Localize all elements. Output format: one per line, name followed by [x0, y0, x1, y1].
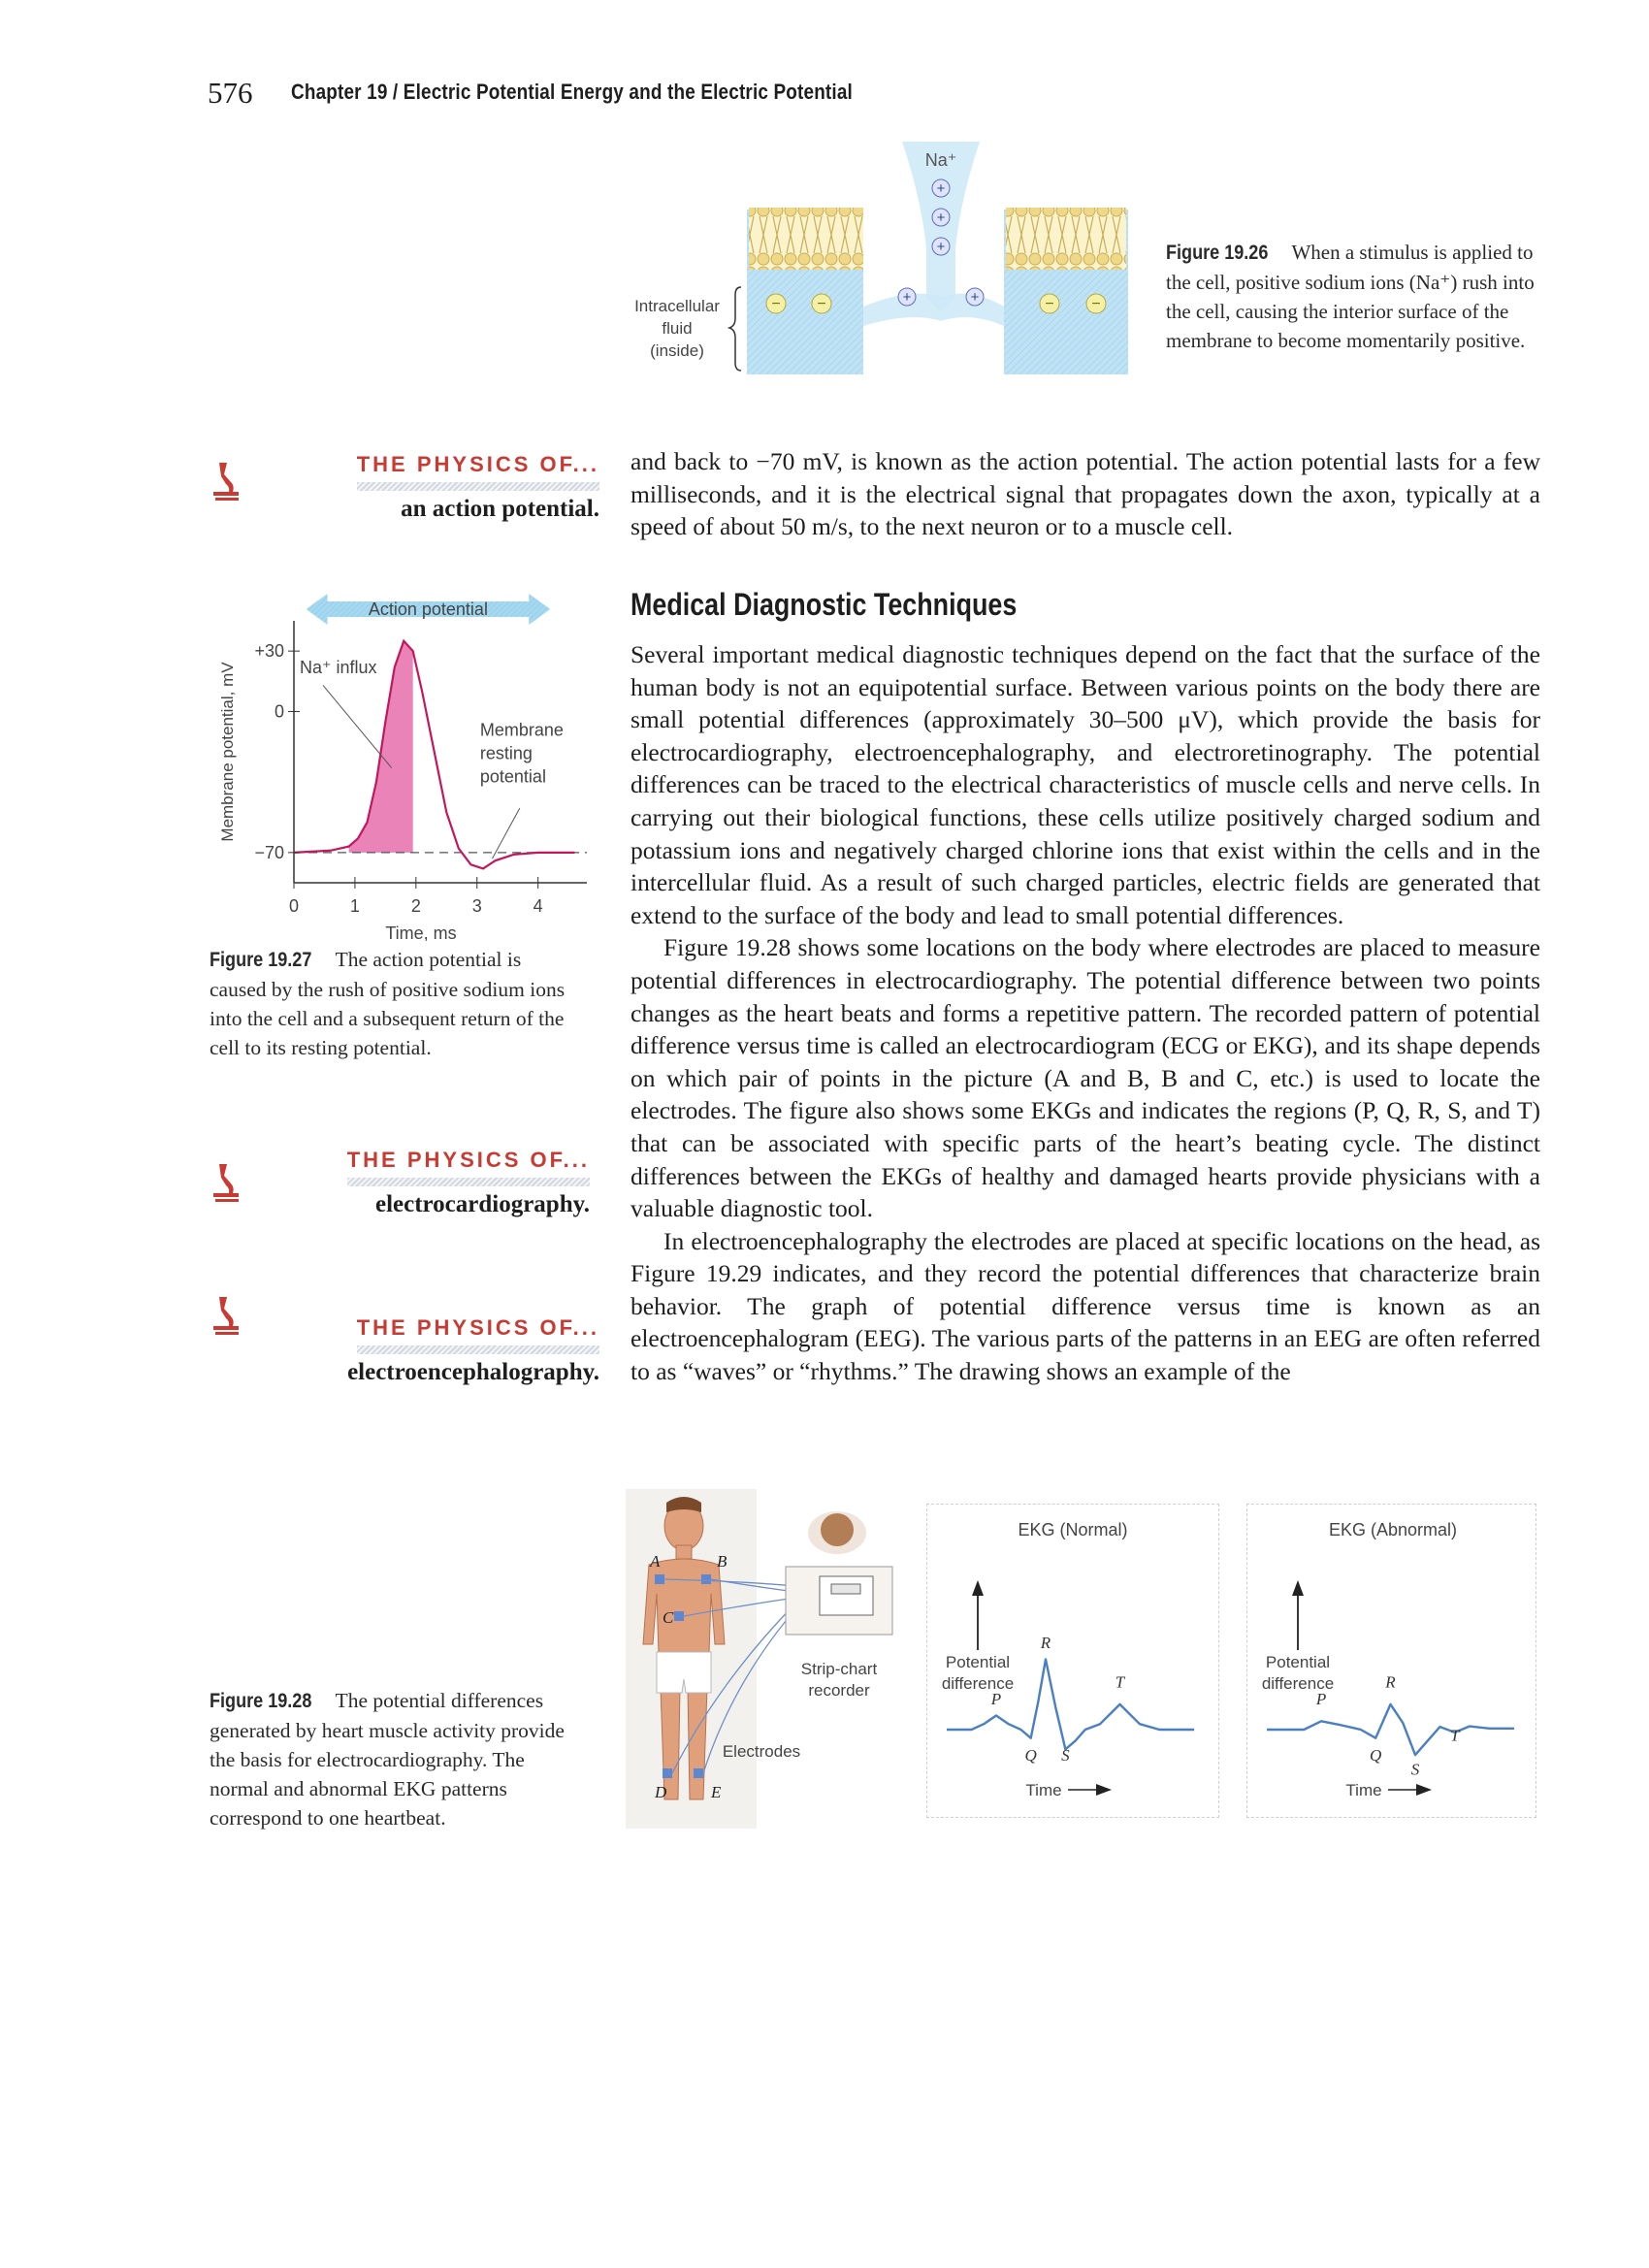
wave-label: Q	[1024, 1745, 1037, 1765]
y-axis-arrowhead	[972, 1580, 984, 1596]
resting-potential-label: resting	[479, 743, 533, 763]
ekg-abnormal-panel	[1246, 1504, 1536, 1818]
x-tick-label: 1	[349, 896, 360, 916]
y-axis-label: Potential	[1265, 1653, 1331, 1671]
physics-rule	[357, 482, 599, 491]
paragraph-1: Several important medical diagnostic techniques depend on the fact that the surface of the human body is not an equipotential surface. Between various points on the body there are small potential differences (approximately 30–500 μV), which provide the basis for electrocardiography, electroencephalography, and electroretinography. The potential differences can be traced to the electrical characteristics of muscle cells and nerve cells. In carrying out their biological functions, these cells utilize positively charged sodium and potassium ions and negatively charged chlorine ions that exist within the cells and in the intercellular fluid. As a result of such charged particles, electric fields are generated that extend to the surface of the body and lead to small potential differences.	[630, 640, 1540, 929]
electrodes-label: Electrodes	[722, 1742, 801, 1761]
caption-text: When a stimulus is applied to the cell, positive sodium ions (Na⁺) rush into the cell, causing the interior surface of the membrane to become momentarily positive.	[1166, 241, 1535, 352]
physics-note-electroencephalography	[291, 1315, 599, 1386]
x-tick-label: 2	[410, 896, 421, 916]
x-tick-label: 0	[288, 896, 300, 916]
paragraph-text: and back to −70 mV, is known as the action potential. The action potential lasts for a few milliseconds, and it is the electrical signal that propagates down the axon, typically at a speed of about 50 m/s, to the next neuron or to a muscle cell.	[630, 447, 1540, 541]
x-tick-label: 3	[471, 896, 482, 916]
na-influx-pointer	[323, 685, 392, 767]
wave-label: T	[1115, 1672, 1125, 1692]
figure-19-27-caption	[210, 945, 582, 1062]
microscope-icon	[211, 1295, 242, 1336]
plus-ion: +	[936, 180, 946, 197]
caption-text: The action potential is caused by the rush of positive sodium ions into the cell and a subsequent return of the cell to its resting potential.	[210, 948, 566, 1059]
plus-ion: +	[970, 289, 980, 306]
strip-chart-label: recorder	[808, 1681, 870, 1700]
action-potential-label: Action potential	[368, 599, 488, 619]
ekg-abnormal-chart	[1247, 1505, 1536, 1817]
plus-ion: +	[936, 239, 946, 255]
wave-label: R	[1385, 1672, 1396, 1692]
physics-topic: electrocardiography.	[374, 1191, 590, 1217]
x-tick-label: 4	[533, 896, 543, 916]
physics-rule	[347, 1178, 590, 1186]
physics-kicker: THE PHYSICS OF...	[356, 1315, 599, 1340]
minus-ion: −	[1045, 296, 1054, 312]
x-axis-label: Time, ms	[385, 923, 457, 941]
running-head: Chapter 19 / Electric Potential Energy and the Electric Potential	[291, 80, 853, 104]
ekg-normal-panel	[926, 1504, 1219, 1818]
wave-label: P	[1315, 1689, 1327, 1708]
ekg-title: EKG (Abnormal)	[1328, 1520, 1458, 1539]
y-axis-label: difference	[1261, 1674, 1335, 1693]
y-tick-label: −70	[254, 842, 284, 862]
fluid-label-line: Intracellular	[634, 297, 720, 315]
y-axis-label: difference	[941, 1674, 1015, 1693]
physics-kicker: THE PHYSICS OF...	[346, 1148, 590, 1172]
wave-label: Q	[1370, 1745, 1382, 1765]
electrode-letter: D	[655, 1783, 667, 1801]
plus-ion: +	[902, 289, 912, 306]
electrode-letter: E	[711, 1783, 722, 1801]
strip-chart-label: Strip-chart	[800, 1660, 878, 1678]
x-axis-arrowhead	[1096, 1784, 1112, 1796]
electrode-letter: B	[717, 1552, 728, 1571]
physics-note-action-potential	[291, 452, 599, 523]
wave-label: S	[1410, 1760, 1420, 1779]
x-axis-label: Time	[1025, 1781, 1062, 1799]
physics-note-electrocardiography	[291, 1148, 590, 1218]
y-axis-arrowhead	[1292, 1580, 1304, 1596]
figure-19-26	[621, 142, 1145, 384]
electrode-letter: C	[663, 1608, 674, 1627]
resting-potential-label: Membrane	[479, 720, 564, 740]
body-electrode-diagram	[626, 1489, 926, 1829]
y-tick-label: 0	[274, 701, 284, 722]
caption-text: The potential differences generated by heart muscle activity provide the basis for electrocardiography. The normal and abnormal EKG patterns correspond to one heartbeat.	[210, 1689, 565, 1830]
figure-label: Figure 19.28	[210, 1690, 312, 1712]
wave-label: S	[1061, 1745, 1070, 1765]
electrode-letter: A	[650, 1552, 661, 1571]
figure-19-28-caption	[210, 1686, 588, 1832]
ekg-trace	[947, 1660, 1194, 1750]
paragraph-action-potential	[630, 445, 1540, 543]
membrane-diagram	[621, 142, 1145, 384]
fluid-label-line: (inside)	[650, 341, 704, 360]
section-heading: Medical Diagnostic Techniques	[630, 587, 1018, 622]
physics-topic: electroencephalography.	[347, 1359, 599, 1385]
microscope-icon	[211, 461, 242, 502]
fluid-label-line: fluid	[662, 319, 693, 338]
y-tick-label: +30	[254, 641, 284, 662]
figure-label: Figure 19.26	[1166, 242, 1269, 264]
paragraph-2: Figure 19.28 shows some locations on the body where electrodes are placed to measure potential differences in electrocardiography. The potential difference between two points changes as the heart beats and forms a repetitive pattern. The recorded pattern of potential difference versus time is called an electrocardiogram (ECG or EKG), and its shape depends on which pair of points in the picture (A and B, B and C, etc.) is used to locate the electrodes. The figure also shows some EKGs and indicates the regions (P, Q, R, S, and T) that can be associated with specific parts of the heart’s beating cycle. The distinct differences between the EKGs of healthy and damaged hearts provide physicians with a valuable diagnostic tool.	[630, 933, 1540, 1223]
figure-19-28-body	[626, 1489, 926, 1829]
paragraph-3: In electroencephalography the electrodes are placed at specific locations on the head, as Figure 19.29 indicates, and they record the potential differences that characterize brain behavior. The graph of potential difference versus time is known as an electroencephalogram (EEG). The various parts of the patterns in an EEG are often referred to as “waves” or “rhythms.” The drawing shows an example of the	[630, 1226, 1540, 1386]
minus-ion: −	[771, 296, 781, 312]
ekg-normal-chart	[927, 1505, 1218, 1817]
na-ion-label: Na⁺	[924, 150, 957, 170]
minus-ion: −	[1091, 296, 1101, 312]
wave-label: P	[990, 1689, 1002, 1708]
figure-19-26-caption	[1166, 238, 1535, 355]
minus-ion: −	[817, 296, 826, 312]
ekg-trace	[1267, 1704, 1514, 1755]
microscope-icon	[211, 1162, 242, 1203]
plus-ion: +	[936, 210, 946, 226]
wave-label: R	[1040, 1633, 1051, 1652]
wave-label: T	[1450, 1726, 1460, 1745]
figure-label: Figure 19.27	[210, 949, 312, 971]
na-influx-label: Na⁺ influx	[300, 658, 377, 677]
section-body	[630, 638, 1540, 1388]
ekg-title: EKG (Normal)	[1018, 1520, 1128, 1539]
physics-topic: an action potential.	[401, 496, 599, 522]
resting-potential-label: potential	[479, 766, 546, 787]
action-potential-chart	[209, 572, 597, 941]
physics-rule	[357, 1345, 599, 1354]
x-axis-label: Time	[1345, 1781, 1382, 1799]
figure-19-27	[209, 572, 597, 941]
page-number: 576	[208, 76, 253, 110]
resting-potential-pointer	[492, 808, 519, 859]
y-axis-label: Potential	[945, 1653, 1011, 1671]
physics-kicker: THE PHYSICS OF...	[356, 452, 599, 476]
y-axis-label: Membrane potential, mV	[218, 662, 237, 842]
x-axis-arrowhead	[1416, 1784, 1432, 1796]
